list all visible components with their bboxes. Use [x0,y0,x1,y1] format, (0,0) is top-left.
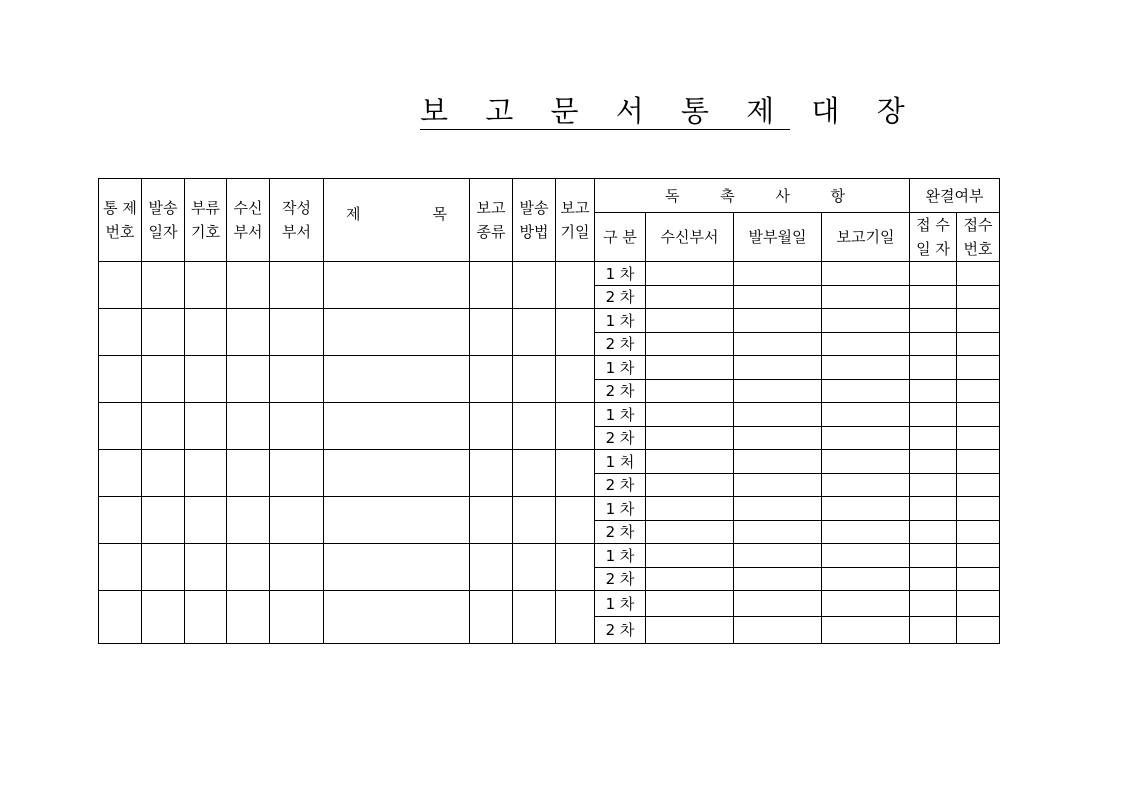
cell-author-dept[interactable] [270,497,324,544]
cell-class-code[interactable] [185,450,227,497]
cell-reminder-due-date[interactable] [822,262,910,286]
cell-send-method[interactable] [513,403,556,450]
cell-reminder-recv-dept[interactable] [646,450,734,474]
cell-control-no[interactable] [99,403,142,450]
cell-recv-date[interactable] [910,450,957,474]
page-title: 보 고 문 서 통 제 대 장 [420,94,919,128]
cell-report-due[interactable] [556,497,595,544]
cell-reminder-due-date[interactable] [822,544,910,568]
cell-control-no[interactable] [99,497,142,544]
cell-subject[interactable] [324,356,470,403]
cell-reminder-due-date[interactable] [822,356,910,380]
cell-report-due[interactable] [556,544,595,591]
cell-reminder-issue-date[interactable] [734,568,822,591]
cell-report-type[interactable] [470,309,513,356]
cell-reminder-recv-dept[interactable] [646,403,734,427]
cell-control-no[interactable] [99,544,142,591]
cell-subject[interactable] [324,497,470,544]
cell-issue-date[interactable] [142,262,185,309]
cell-reminder-issue-date[interactable] [734,474,822,497]
cell-reminder-recv-dept[interactable] [646,356,734,380]
cell-report-type[interactable] [470,497,513,544]
cell-author-dept[interactable] [270,356,324,403]
table-row [99,403,1000,427]
cell-reminder-issue-date[interactable] [734,450,822,474]
cell-reminder-due-date[interactable] [822,333,910,356]
cell-send-method[interactable] [513,450,556,497]
cell-author-dept[interactable] [270,591,324,644]
cell-division: 2 차 [595,286,646,309]
cell-subject[interactable] [324,544,470,591]
cell-class-code[interactable] [185,356,227,403]
cell-control-no[interactable] [99,356,142,403]
cell-report-type[interactable] [470,591,513,644]
header-report-type: 보고 종류 [470,179,513,262]
cell-reminder-due-date[interactable] [822,286,910,309]
header-author-dept: 작성 부서 [270,179,324,262]
cell-division: 2 차 [595,521,646,544]
cell-subject[interactable] [324,403,470,450]
cell-recv-date[interactable] [910,403,957,427]
cell-class-code[interactable] [185,544,227,591]
cell-division: 2 차 [595,568,646,591]
cell-author-dept[interactable] [270,262,324,309]
cell-subject[interactable] [324,262,470,309]
cell-recv-no[interactable] [957,380,1000,403]
cell-recv-dept[interactable] [227,403,270,450]
cell-issue-date[interactable] [142,356,185,403]
cell-send-method[interactable] [513,544,556,591]
header-subject: 제 목 [324,179,470,262]
cell-control-no[interactable] [99,309,142,356]
cell-send-method[interactable] [513,497,556,544]
cell-recv-no[interactable] [957,427,1000,450]
cell-recv-date[interactable] [910,474,957,497]
cell-reminder-issue-date[interactable] [734,262,822,286]
cell-author-dept[interactable] [270,403,324,450]
cell-reminder-due-date[interactable] [822,521,910,544]
cell-division: 1 차 [595,591,646,617]
control-ledger-table [98,178,1000,644]
cell-class-code[interactable] [185,262,227,309]
cell-division: 2 차 [595,617,646,644]
cell-division: 1 차 [595,356,646,380]
cell-report-type[interactable] [470,403,513,450]
cell-reminder-issue-date[interactable] [734,427,822,450]
cell-division: 1 차 [595,403,646,427]
cell-reminder-recv-dept[interactable] [646,544,734,568]
cell-issue-date[interactable] [142,591,185,644]
header-reminder-due-date: 보고기일 [822,213,910,262]
cell-reminder-recv-dept[interactable] [646,474,734,497]
cell-control-no[interactable] [99,591,142,644]
header-reminder-group: 독 촉 사 항 [595,179,910,213]
cell-reminder-recv-dept[interactable] [646,497,734,521]
cell-reminder-recv-dept[interactable] [646,380,734,403]
cell-recv-dept[interactable] [227,591,270,644]
cell-division: 1 차 [595,262,646,286]
cell-class-code[interactable] [185,497,227,544]
cell-reminder-issue-date[interactable] [734,403,822,427]
cell-reminder-issue-date[interactable] [734,333,822,356]
cell-recv-no[interactable] [957,286,1000,309]
header-report-due: 보고 기일 [556,179,595,262]
cell-reminder-issue-date[interactable] [734,356,822,380]
cell-class-code[interactable] [185,403,227,450]
cell-report-due[interactable] [556,450,595,497]
cell-reminder-recv-dept[interactable] [646,568,734,591]
header-recv-date: 접 수 일 자 [910,213,957,262]
cell-control-no[interactable] [99,450,142,497]
cell-send-method[interactable] [513,591,556,644]
cell-recv-date[interactable] [910,568,957,591]
cell-recv-no[interactable] [957,544,1000,568]
cell-send-method[interactable] [513,309,556,356]
header-recv-no: 접수 번호 [957,213,1000,262]
cell-recv-date[interactable] [910,380,957,403]
cell-class-code[interactable] [185,591,227,644]
cell-control-no[interactable] [99,262,142,309]
cell-class-code[interactable] [185,309,227,356]
table-row [99,262,1000,286]
cell-recv-date[interactable] [910,356,957,380]
header-reminder-recv-dept: 수신부서 [646,213,734,262]
header-reminder-issue-date: 발부월일 [734,213,822,262]
cell-reminder-recv-dept[interactable] [646,427,734,450]
cell-reminder-due-date[interactable] [822,427,910,450]
cell-recv-date[interactable] [910,286,957,309]
cell-issue-date[interactable] [142,403,185,450]
cell-recv-no[interactable] [957,333,1000,356]
cell-reminder-due-date[interactable] [822,568,910,591]
cell-send-method[interactable] [513,262,556,309]
cell-report-due[interactable] [556,262,595,309]
header-division: 구 분 [595,213,646,262]
cell-reminder-issue-date[interactable] [734,544,822,568]
cell-recv-date[interactable] [910,427,957,450]
cell-author-dept[interactable] [270,544,324,591]
cell-send-method[interactable] [513,356,556,403]
cell-reminder-recv-dept[interactable] [646,262,734,286]
cell-recv-no[interactable] [957,568,1000,591]
cell-issue-date[interactable] [142,309,185,356]
cell-reminder-issue-date[interactable] [734,591,822,617]
cell-division: 2 차 [595,333,646,356]
cell-recv-no[interactable] [957,403,1000,427]
cell-report-type[interactable] [470,356,513,403]
cell-recv-no[interactable] [957,617,1000,644]
header-recv-dept: 수신 부서 [227,179,270,262]
cell-reminder-issue-date[interactable] [734,617,822,644]
cell-recv-date[interactable] [910,544,957,568]
cell-issue-date[interactable] [142,544,185,591]
cell-report-due[interactable] [556,591,595,644]
cell-reminder-due-date[interactable] [822,450,910,474]
cell-recv-no[interactable] [957,474,1000,497]
cell-recv-no[interactable] [957,309,1000,333]
cell-recv-dept[interactable] [227,544,270,591]
cell-issue-date[interactable] [142,450,185,497]
table-row [99,309,1000,333]
cell-recv-no[interactable] [957,521,1000,544]
cell-recv-no[interactable] [957,450,1000,474]
cell-report-due[interactable] [556,356,595,403]
cell-reminder-issue-date[interactable] [734,521,822,544]
cell-reminder-issue-date[interactable] [734,286,822,309]
table-row [99,450,1000,474]
cell-recv-dept[interactable] [227,356,270,403]
cell-reminder-due-date[interactable] [822,617,910,644]
table-row [99,591,1000,617]
table-row [99,497,1000,521]
cell-recv-no[interactable] [957,356,1000,380]
cell-division: 1 차 [595,544,646,568]
cell-report-type[interactable] [470,450,513,497]
cell-reminder-recv-dept[interactable] [646,591,734,617]
cell-reminder-due-date[interactable] [822,497,910,521]
cell-recv-dept[interactable] [227,497,270,544]
cell-division: 1 처 [595,450,646,474]
cell-subject[interactable] [324,309,470,356]
cell-issue-date[interactable] [142,497,185,544]
cell-subject[interactable] [324,591,470,644]
cell-reminder-recv-dept[interactable] [646,521,734,544]
cell-recv-dept[interactable] [227,262,270,309]
cell-recv-date[interactable] [910,521,957,544]
cell-recv-date[interactable] [910,617,957,644]
header-issue-date: 발송 일자 [142,179,185,262]
cell-division: 2 차 [595,474,646,497]
cell-author-dept[interactable] [270,450,324,497]
cell-reminder-issue-date[interactable] [734,497,822,521]
cell-reminder-recv-dept[interactable] [646,333,734,356]
cell-recv-date[interactable] [910,333,957,356]
cell-recv-dept[interactable] [227,309,270,356]
cell-recv-no[interactable] [957,497,1000,521]
cell-recv-no[interactable] [957,262,1000,286]
table-row [99,544,1000,568]
cell-reminder-recv-dept[interactable] [646,617,734,644]
cell-reminder-due-date[interactable] [822,380,910,403]
cell-author-dept[interactable] [270,309,324,356]
cell-report-type[interactable] [470,544,513,591]
cell-reminder-due-date[interactable] [822,591,910,617]
cell-report-due[interactable] [556,309,595,356]
cell-report-due[interactable] [556,403,595,450]
cell-report-type[interactable] [470,262,513,309]
header-class-code: 부류 기호 [185,179,227,262]
cell-reminder-recv-dept[interactable] [646,309,734,333]
cell-reminder-due-date[interactable] [822,309,910,333]
header-row-1 [99,179,1000,213]
cell-division: 2 차 [595,427,646,450]
cell-recv-date[interactable] [910,309,957,333]
cell-division: 1 차 [595,497,646,521]
cell-reminder-due-date[interactable] [822,403,910,427]
cell-division: 2 차 [595,380,646,403]
cell-recv-date[interactable] [910,591,957,617]
cell-recv-dept[interactable] [227,450,270,497]
cell-recv-date[interactable] [910,497,957,521]
cell-reminder-issue-date[interactable] [734,309,822,333]
cell-reminder-issue-date[interactable] [734,380,822,403]
cell-reminder-due-date[interactable] [822,474,910,497]
cell-division: 1 차 [595,309,646,333]
table-row [99,356,1000,380]
header-completion-group: 완결여부 [910,179,1000,213]
cell-recv-no[interactable] [957,591,1000,617]
header-control-no: 통 제 번호 [99,179,142,262]
cell-subject[interactable] [324,450,470,497]
cell-recv-date[interactable] [910,262,957,286]
header-send-method: 발송 방법 [513,179,556,262]
cell-reminder-recv-dept[interactable] [646,286,734,309]
